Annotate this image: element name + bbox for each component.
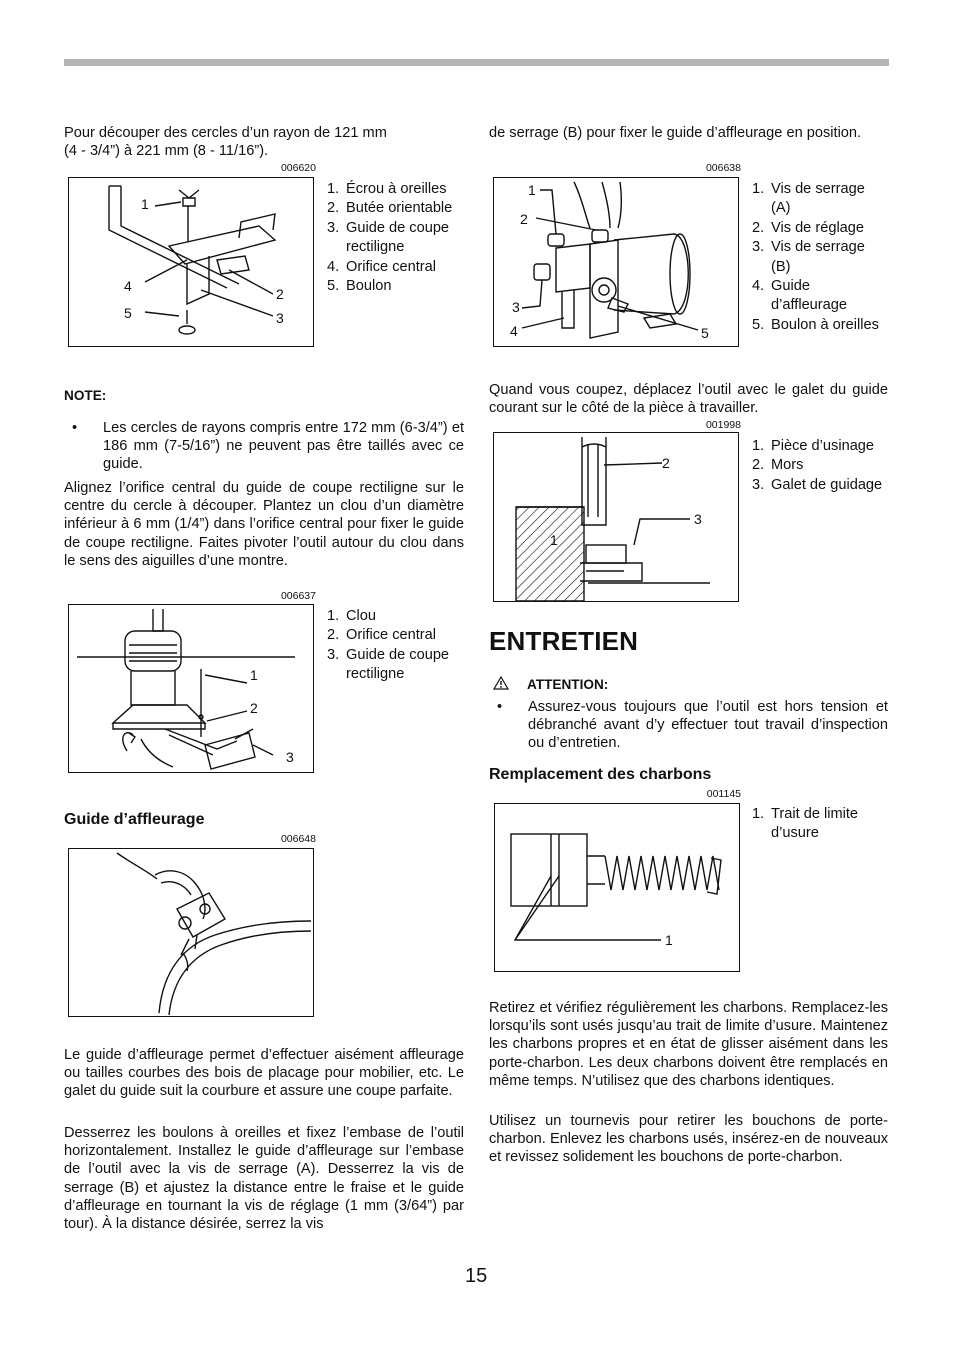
note-title: NOTE: [64, 388, 107, 403]
callout-2: 2 [250, 700, 258, 716]
figure-code: 006648 [280, 833, 316, 845]
section-heading-guide: Guide d’affleurage [64, 811, 205, 828]
note-bullet-text: Les cercles de rayons compris entre 172 mm (6-3/4”) et 186 mm (7-5/16”) ne peuvent pas être taillés avec ce guide. [103, 420, 464, 473]
figure-code: 001998 [705, 419, 741, 431]
legend-item: 2. Vis de réglage [752, 219, 865, 236]
legend-item: 5. Boulon [327, 278, 392, 295]
figure-code: 006620 [280, 162, 316, 174]
callout-1: 1 [250, 667, 258, 683]
align-paragraph: Alignez l’orifice central du guide de coupe rectiligne sur le centre du cercle à découper. Plantez un clou d’un diamètre inférieur à 6 mm (1/4”) dans l’orifice central pour fixer le guide de coupe rectiligne. Faites pivoter l’outil autour du clou dans le sens des aiguilles d’une montre. [64, 480, 464, 569]
figure-nail-pivot [68, 604, 314, 773]
figure-code: 001145 [706, 788, 741, 800]
figure-code: 006637 [280, 590, 316, 602]
callout-5: 5 [124, 305, 132, 321]
figure-straight-guide [68, 177, 314, 347]
callout-3: 3 [694, 511, 702, 527]
straight-guide-illustration [69, 178, 313, 346]
legend-item: 1. Pièce d’usinage [752, 438, 875, 454]
figure-legend [752, 437, 888, 495]
nail-pivot-illustration [69, 605, 313, 772]
callout-3: 3 [276, 310, 284, 326]
figure-guide-roller [493, 432, 739, 602]
figure-trimmer-guide [68, 848, 314, 1017]
bullet-dot: • [497, 699, 503, 715]
continued-paragraph: de serrage (B) pour fixer le guide d’affleurage en position. [489, 125, 862, 141]
callout-5: 5 [701, 325, 709, 341]
charbons-paragraph-2: Utilisez un tournevis pour retirer les bouchons de porte-charbon. Enlevez les charbons usés, insérez-en de nouveaux et revissez solidement les bouchons de porte-charbon. [489, 1113, 888, 1166]
intro-text [64, 124, 464, 160]
callout-1: 1 [141, 196, 149, 212]
intro-line-1: Pour découper des cercles d’un rayon de 121 mm [64, 125, 387, 141]
callout-2: 2 [662, 455, 670, 471]
charbons-paragraph-1: Retirez et vérifiez régulièrement les charbons. Remplacez-les lorsqu’ils sont usés jusqu’au trait de limite d’usure. Maintenez les charbons propres et en état de glisser aisément dans les porte-charbon. Les deux charbons doivent être remplacés en même temps. N’utilisez que des charbons identiques. [489, 1000, 888, 1089]
header-rule [64, 59, 889, 66]
guide-movement-paragraph: Quand vous coupez, déplacez l’outil avec le galet du guide courant sur le côté de la pièce à travailler. [489, 382, 888, 417]
warning-icon [493, 676, 509, 690]
callout-2: 2 [276, 286, 284, 302]
legend-item: 1. Clou [327, 608, 377, 624]
attention-title: ATTENTION: [527, 677, 609, 692]
page-number: 15 [465, 1265, 488, 1287]
figure-code: 006638 [705, 162, 741, 174]
legend-item: 5. Boulon à oreilles [752, 316, 879, 333]
attention-bullet [497, 698, 888, 754]
figure-legend [752, 180, 888, 335]
callout-4: 4 [510, 323, 518, 339]
figure-carbon-brush [494, 803, 740, 972]
attention-bullet-text: Assurez-vous toujours que l’outil est hors tension et débranché avant d’y effectuer tout travail d’inspection ou d’entretien. [528, 699, 888, 752]
legend-item: 2. Butée orientable [327, 200, 453, 217]
legend-item: 1. Écrou à oreilles [327, 181, 447, 197]
section-heading-entretien: ENTRETIEN [489, 626, 639, 656]
legend-item: 2. Orifice central [327, 627, 437, 644]
callout-3: 3 [286, 749, 294, 765]
legend-item: 3. Vis de serrage (B) [752, 239, 865, 275]
callout-1: 1 [528, 182, 536, 198]
section-heading-charbons: Remplacement des charbons [489, 766, 712, 783]
callout-2: 2 [520, 211, 528, 227]
callout-1: 1 [550, 532, 558, 548]
note-bullet [72, 419, 464, 475]
legend-item: 4. Orifice central [327, 258, 437, 275]
legend-item: 4. Guide d’affleurage [752, 278, 848, 314]
intro-line-2: (4 - 3/4”) à 221 mm (8 - 11/16”). [64, 143, 269, 160]
legend-item: 2. Mors [752, 457, 804, 474]
figure-legend [752, 805, 888, 844]
legend-item: 3. Galet de guidage [752, 476, 883, 493]
legend-item: 1. Trait de limite d’usure [752, 806, 859, 842]
carbon-brush-illustration [495, 804, 739, 971]
legend-item: 3. Guide de coupe rectiligne [327, 219, 450, 256]
callout-1: 1 [665, 932, 673, 948]
callout-4: 4 [124, 278, 132, 294]
figure-trimmer-screws [493, 177, 739, 347]
trimmer-paragraph-1: Le guide d’affleurage permet d’effectuer aisément affleurage ou tailles courbes des bois de placage pour mobilier, etc. Le galet du guide suit la courbure et assure une coupe parfaite. [64, 1047, 464, 1100]
trimmer-paragraph-2: Desserrez les boulons à oreilles et fixez l’embase de l’outil horizontalement. Installez le guide d’affleurage sur l’embase de l’outil avec la vis de serrage (A). Desserrez la vis de serrage (B) et ajustez la distance entre le fraise et le guide d’affleurage en tournant la vis de réglage (1 mm (3/64”) par tour). À la distance désirée, serrez la vis [64, 1125, 464, 1233]
guide-roller-illustration [494, 433, 738, 601]
trimmer-screws-illustration [494, 178, 738, 346]
trimmer-guide-illustration [69, 849, 313, 1016]
figure-legend [327, 607, 469, 685]
callout-3: 3 [512, 299, 520, 315]
legend-item: 1. Vis de serrage (A) [752, 181, 865, 217]
bullet-dot: • [72, 420, 78, 436]
legend-item: 3. Guide de coupe rectiligne [327, 646, 450, 683]
figure-legend [327, 180, 469, 296]
